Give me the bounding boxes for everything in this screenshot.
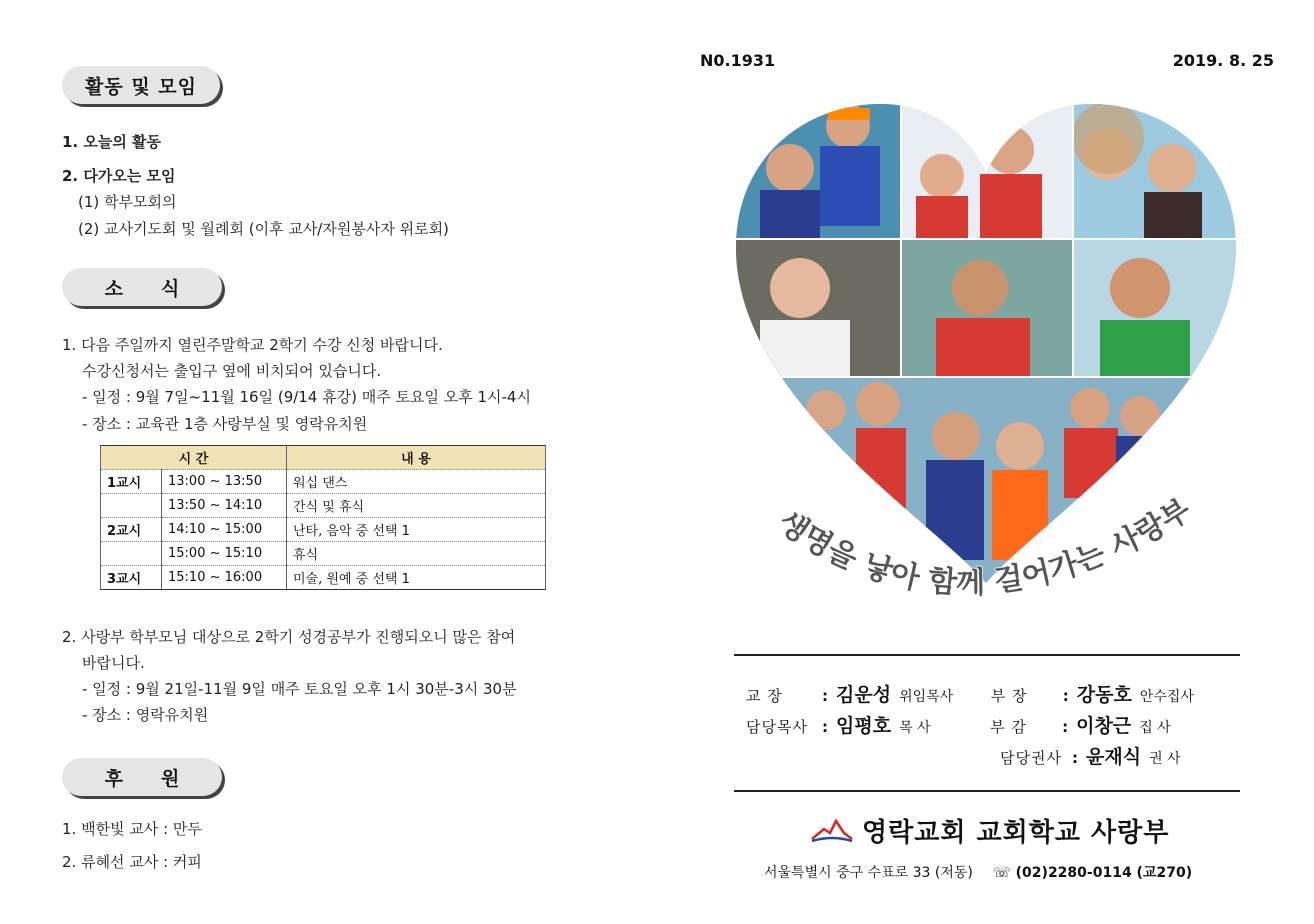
support-item-2: 2. 류혜선 교사 : 커피 bbox=[62, 853, 202, 871]
schedule-table bbox=[100, 445, 546, 590]
staff-row-3: 담당권사 : 윤재식 권 사 bbox=[1000, 746, 1181, 768]
staff-title: 목 사 bbox=[899, 720, 931, 736]
staff-title: 위임목사 bbox=[899, 689, 954, 705]
staff-row-1: 교 장 : 김운성 위임목사 부 장 : 강동호 안수집사 bbox=[746, 684, 1194, 706]
staff-title: 집 사 bbox=[1139, 720, 1171, 736]
left-page bbox=[0, 0, 640, 924]
news-2-line-2: 바랍니다. bbox=[82, 654, 145, 672]
staff-title: 권 사 bbox=[1149, 751, 1181, 767]
staff-role: 교 장 bbox=[746, 687, 783, 705]
activities-heading: 활동 및 모임 bbox=[62, 66, 220, 104]
table-row bbox=[101, 542, 546, 566]
time-cell: 13:00 ~ 13:50 bbox=[162, 470, 287, 494]
church-address bbox=[764, 862, 1192, 882]
content-cell: 휴식 bbox=[287, 542, 546, 566]
news-1-line-1: 1. 다음 주일까지 열린주말학교 2학기 수강 신청 바랍니다. bbox=[62, 336, 443, 354]
table-row bbox=[101, 518, 546, 542]
activity-item-1: 1. 오늘의 활동 bbox=[62, 133, 162, 151]
table-row bbox=[101, 566, 546, 590]
table-row bbox=[101, 494, 546, 518]
church-logo-icon bbox=[810, 817, 854, 845]
period-cell: 2교시 bbox=[101, 518, 162, 542]
church-brand bbox=[810, 812, 1169, 849]
time-cell: 13:50 ~ 14:10 bbox=[162, 494, 287, 518]
right-page bbox=[660, 0, 1314, 924]
support-heading: 후원 bbox=[62, 758, 222, 796]
phone-text: ☏ (02)2280-0114 (교270) bbox=[993, 865, 1193, 881]
staff-role: 부 장 bbox=[990, 687, 1028, 705]
staff-name: 윤재식 bbox=[1086, 746, 1142, 768]
period-cell bbox=[101, 542, 162, 566]
activity-sub-2: (2) 교사기도회 및 월례회 (이후 교사/자원봉사자 위로회) bbox=[78, 220, 449, 238]
staff-title: 안수집사 bbox=[1139, 689, 1194, 705]
staff-name: 강동호 bbox=[1076, 684, 1132, 706]
staff-role: 담당목사 bbox=[746, 718, 808, 736]
staff-name: 이창근 bbox=[1076, 715, 1132, 737]
news-2-line-1: 2. 사랑부 학부모님 대상으로 2학기 성경공부가 진행되오니 많은 참여 bbox=[62, 628, 516, 646]
activity-sub-1: (1) 학부모회의 bbox=[78, 193, 177, 211]
time-cell: 15:10 ~ 16:00 bbox=[162, 566, 287, 590]
schedule-header-time: 시 간 bbox=[101, 446, 287, 470]
staff-role: 부 감 bbox=[990, 718, 1027, 736]
issue-date: 2019. 8. 25 bbox=[1172, 51, 1274, 70]
staff-name: 김운성 bbox=[836, 684, 892, 706]
news-heading: 소식 bbox=[62, 268, 222, 306]
divider-bottom bbox=[734, 790, 1240, 792]
period-cell: 3교시 bbox=[101, 566, 162, 590]
staff-role: 담당권사 bbox=[1000, 749, 1062, 767]
period-cell: 1교시 bbox=[101, 470, 162, 494]
divider-top bbox=[734, 654, 1240, 656]
heart-photo-collage bbox=[730, 98, 1242, 588]
slogan-textpath: 생명을 낳아 함께 걸어가는 사랑부 bbox=[771, 492, 1198, 601]
content-cell: 미술, 원예 중 선택 1 bbox=[287, 566, 546, 590]
period-cell bbox=[101, 494, 162, 518]
news-2-place: - 장소 : 영락유치원 bbox=[82, 706, 209, 724]
news-1-schedule: - 일정 : 9월 7일~11월 16일 (9/14 휴강) 매주 토요일 오후 1시-4시 bbox=[82, 388, 531, 406]
time-cell: 14:10 ~ 15:00 bbox=[162, 518, 287, 542]
activity-item-2: 2. 다가오는 모임 bbox=[62, 167, 176, 185]
schedule-header-content: 내 용 bbox=[287, 446, 546, 470]
table-row bbox=[101, 470, 546, 494]
content-cell: 난타, 음악 중 선택 1 bbox=[287, 518, 546, 542]
news-2-schedule: - 일정 : 9월 21일-11월 9일 매주 토요일 오후 1시 30분-3시 30분 bbox=[82, 680, 517, 698]
news-1-place: - 장소 : 교육관 1층 사랑부실 및 영락유치원 bbox=[82, 415, 368, 433]
church-name: 영락교회 교회학교 사랑부 bbox=[862, 818, 1170, 848]
schedule-header-row bbox=[101, 446, 546, 470]
content-cell: 워십 댄스 bbox=[287, 470, 546, 494]
content-cell: 간식 및 휴식 bbox=[287, 494, 546, 518]
address-text: 서울특별시 중구 수표로 33 (저동) bbox=[764, 865, 973, 881]
staff-name: 임평호 bbox=[836, 715, 892, 737]
support-item-1: 1. 백한빛 교사 : 만두 bbox=[62, 820, 202, 838]
issue-number: N0.1931 bbox=[700, 51, 776, 70]
news-1-line-2: 수강신청서는 출입구 옆에 비치되어 있습니다. bbox=[82, 362, 382, 380]
staff-row-2: 담당목사 : 임평호 목 사 부 감 : 이창근 집 사 bbox=[746, 715, 1171, 737]
time-cell: 15:00 ~ 15:10 bbox=[162, 542, 287, 566]
